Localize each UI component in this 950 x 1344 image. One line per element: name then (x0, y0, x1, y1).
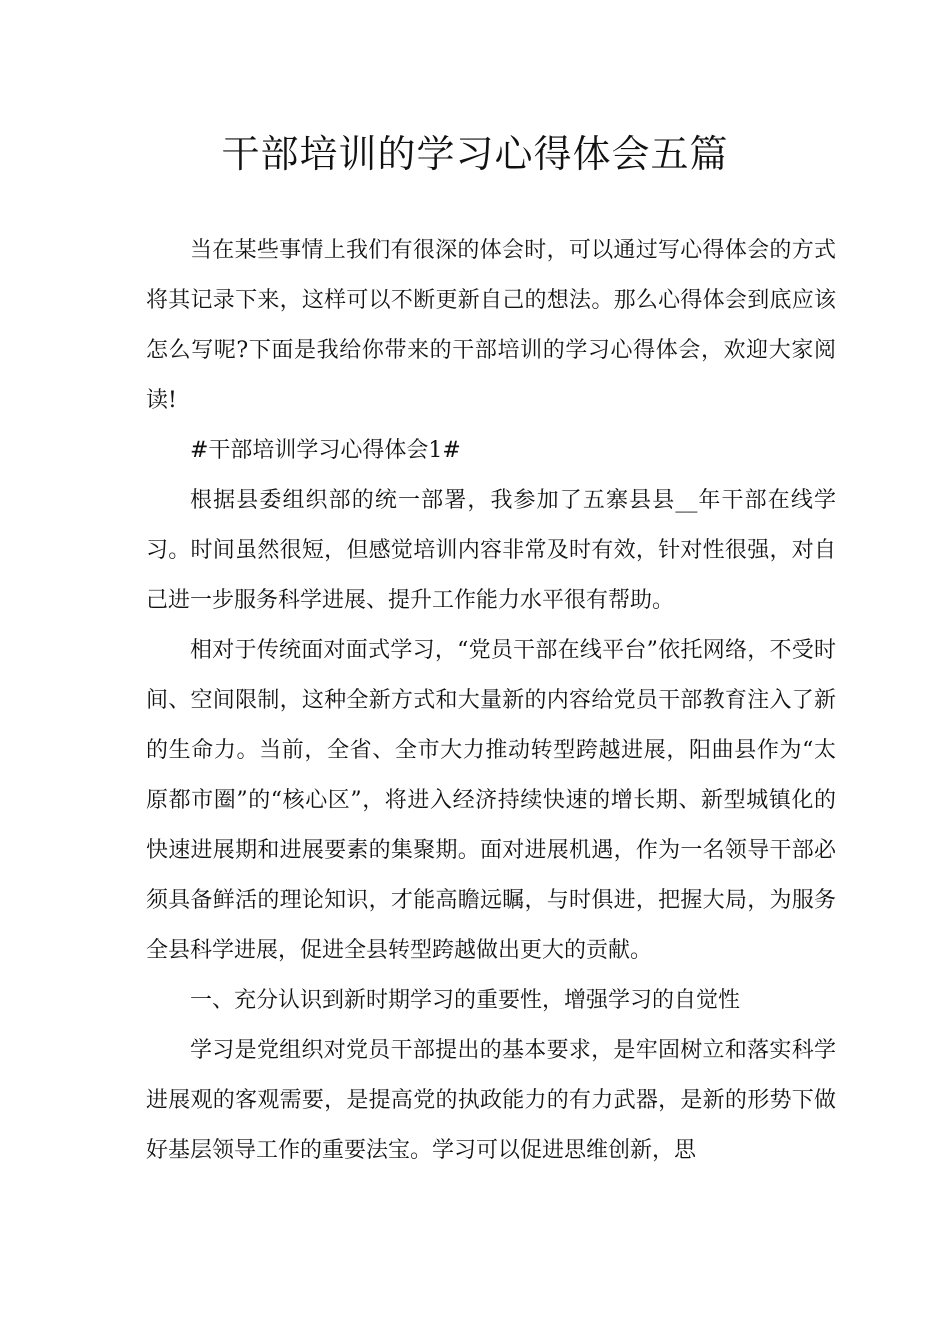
subsection-heading: 一、充分认识到新时期学习的重要性，增强学习的自觉性 (190, 988, 741, 1013)
body-paragraph: 根据县委组织部的统一部署，我参加了五寨县县__年干部在线学习。时间虽然很短，但感觉培训内容非常及时有效，针对性很强，对自己进一步服务科学进展、提升工作能力水平很有帮助。 (146, 488, 836, 613)
intro-paragraph: 当在某些事情上我们有很深的体会时，可以通过写心得体会的方式将其记录下来，这样可以不断更新自己的想法。那么心得体会到底应该怎么写呢?下面是我给你带来的干部培训的学习心得体会，欢迎大家阅读! (146, 238, 836, 413)
document-body (146, 226, 836, 1176)
body-paragraph: 相对于传统面对面式学习，“党员干部在线平台”依托网络，不受时间、空间限制，这种全新方式和大量新的内容给党员干部教育注入了新的生命力。当前，全省、全市大力推动转型跨越进展，阳曲县作为“太原都市圈”的“核心区”，将进入经济持续快速的增长期、新型城镇化的快速进展期和进展要素的集聚期。面对进展机遇，作为一名领导干部必须具备鲜活的理论知识，才能高瞻远瞩，与时俱进，把握大局，为服务全县科学进展，促进全县转型跨越做出更大的贡献。 (146, 638, 836, 963)
body-paragraph: 学习是党组织对党员干部提出的基本要求，是牢固树立和落实科学进展观的客观需要，是提高党的执政能力的有力武器，是新的形势下做好基层领导工作的重要法宝。学习可以促进思维创新，思 (146, 1038, 836, 1163)
document-title: 干部培训的学习心得体会五篇 (221, 132, 729, 176)
section-heading: #干部培训学习心得体会1# (190, 438, 461, 463)
